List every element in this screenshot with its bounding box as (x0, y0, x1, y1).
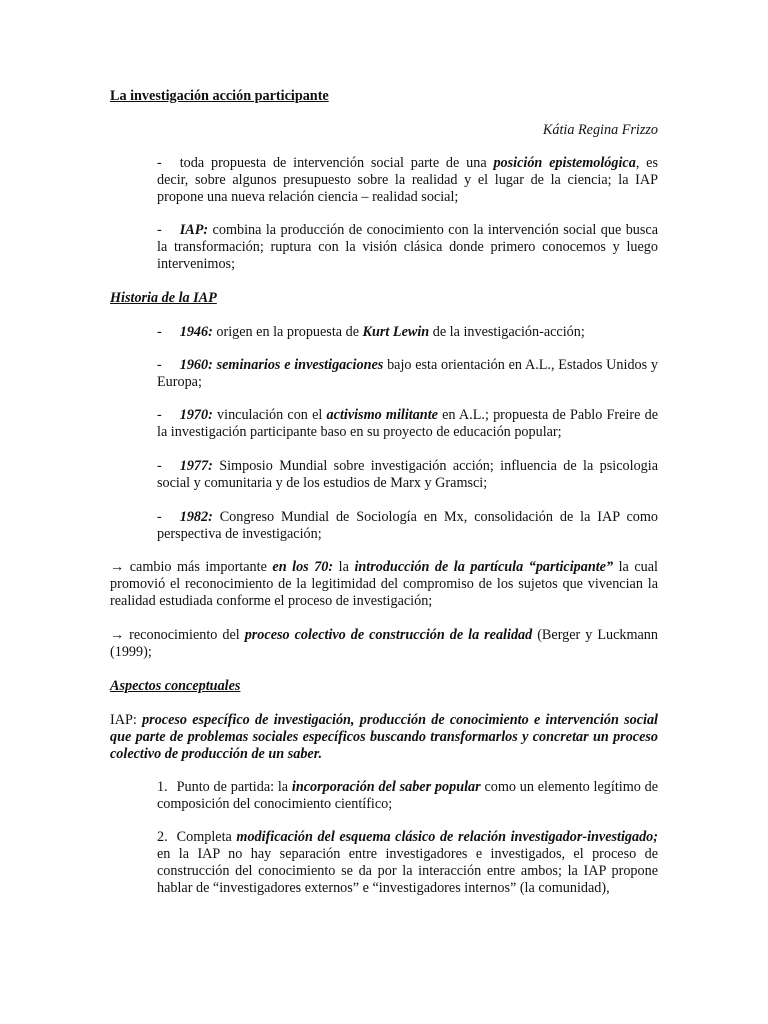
iap-definition: IAP: proceso específico de investigación, producción de conocimiento e intervención social que parte de problemas sociales específicos buscando transformarlos y concretar un proceso colectivo de producción de un saber. (110, 712, 658, 762)
section-heading-aspectos: Aspectos conceptuales (110, 678, 241, 694)
year: 1970: (179, 407, 213, 423)
item-number: 1. (157, 779, 168, 795)
numbered-item-2: 2. Completa modificación del esquema clásico de relación investigador-investigado; en la IAP no hay separación entre investigadores e investigados, el proceso de construcción del conocimiento se da por la interacción entre ambos; la IAP propone hablar de “investigadores externos” e “investigadores internos” (la comunidad), (157, 829, 658, 896)
arrow-paragraph-2: → reconocimiento del proceso colectivo de construcción de la realidad (Berger y Luckmann (1999); (110, 627, 658, 660)
historia-item: - 1970: vinculación con el activismo militante en A.L.; propuesta de Pablo Freire de la investigación participante baso en su proyecto de educación popular; (157, 407, 658, 440)
year: 1977: (179, 458, 213, 474)
intro-paragraph-1: - toda propuesta de intervención social parte de una posición epistemológica, es decir, sobre algunos presupuesto sobre la realidad y el lugar de la ciencia; la IAP propone una nueva relación ciencia – realidad social; (157, 155, 658, 205)
historia-item: - 1946: origen en la propuesta de Kurt Lewin de la investigación-acción; (157, 324, 585, 340)
intro-paragraph-2: - IAP: combina la producción de conocimiento con la intervención social que busca la transformación; ruptura con la visión clásica donde primero conocemos y luego intervenimos; (157, 222, 658, 272)
emphasis: modificación del esquema clásico de relación investigador-investigado; (236, 829, 658, 845)
arrow-icon: → (110, 627, 125, 643)
emphasis: IAP: (179, 222, 209, 238)
section-heading-historia: Historia de la IAP (110, 290, 217, 306)
historia-item: - 1960: seminarios e investigaciones bajo esta orientación en A.L., Estados Unidos y Europa; (157, 357, 658, 390)
item-number: 2. (157, 829, 168, 845)
emphasis: activismo militante (326, 407, 438, 423)
numbered-item-1: 1. Punto de partida: la incorporación del saber popular como un elemento legítimo de composición del conocimiento científico; (157, 779, 659, 812)
bullet-dash: - (157, 222, 162, 238)
year: 1960: seminarios e investigaciones (179, 357, 384, 373)
historia-item: - 1982: Congreso Mundial de Sociología en Mx, consolidación de la IAP como perspectiva de investigación; (157, 509, 658, 542)
document-title: La investigación acción participante (110, 88, 329, 104)
year: 1982: (179, 509, 213, 525)
emphasis: Kurt Lewin (362, 324, 430, 340)
emphasis: introducción de la partícula “participante” (354, 559, 614, 575)
year: 1946: (179, 324, 213, 340)
emphasis: incorporación del saber popular (291, 779, 481, 795)
emphasis: posición epistemológica (493, 155, 636, 171)
emphasis: proceso específico de investigación, producción de conocimiento e intervención social que parte de problemas sociales específicos buscando transformarlos y concretar un proceso colectivo de producción de un saber. (110, 712, 658, 762)
emphasis: proceso colectivo de construcción de la realidad (244, 627, 533, 643)
bullet-dash: - (157, 155, 162, 171)
emphasis: en los 70: (272, 559, 334, 575)
document-author: Kátia Regina Frizzo (542, 122, 658, 138)
arrow-icon: → (110, 559, 125, 575)
historia-item: - 1977: Simposio Mundial sobre investigación acción; influencia de la psicologia social y comunitaria y de los estudios de Marx y Gramsci; (157, 458, 658, 491)
arrow-paragraph-1: → cambio más importante en los 70: la introducción de la partícula “participante” la cual promovió el reconocimiento de la legitimidad del compromiso de los sujetos que vivencian la realidad estudiada conforme el proceso de investigación; (110, 559, 658, 609)
